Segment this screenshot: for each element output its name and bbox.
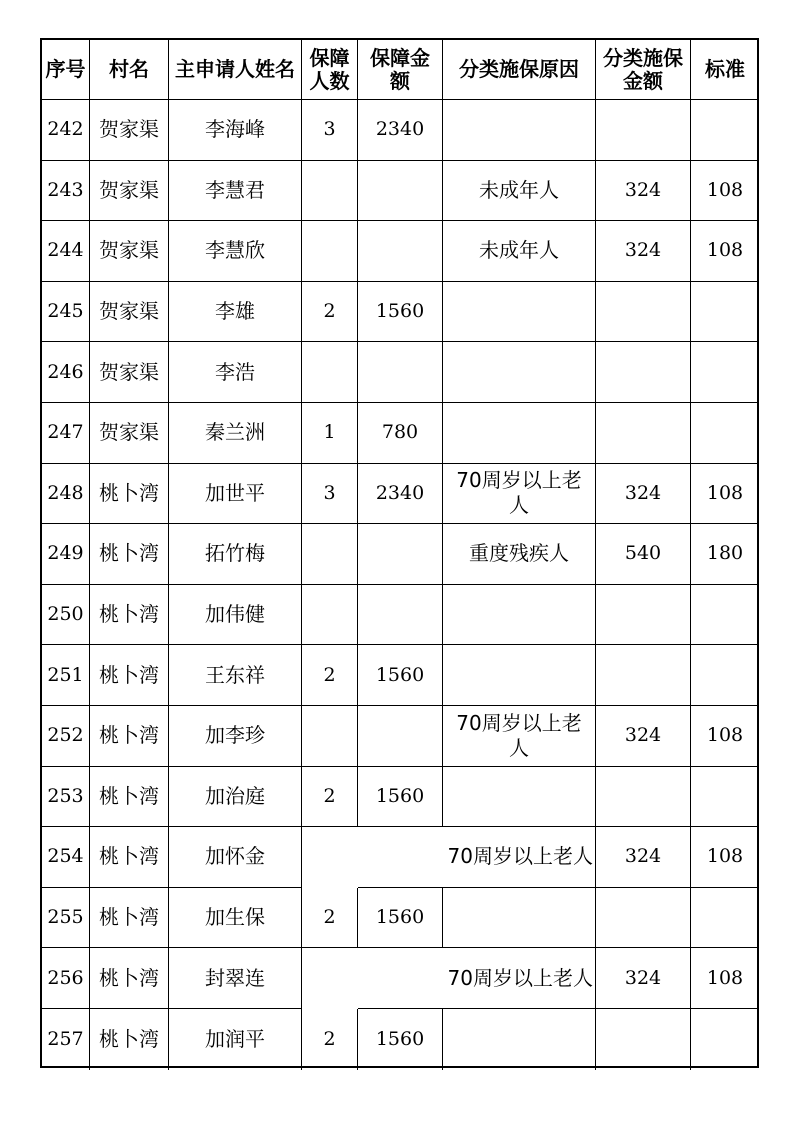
classification-reason-cell [443,342,596,403]
table-row [42,706,757,767]
header-cell: 分类施保金额 [596,40,691,100]
classification-reason-cell [443,645,596,706]
coverage-amount-cell [358,161,443,222]
standard-cell [691,282,759,343]
row-number-cell: 252 [42,706,90,767]
classification-reason-cell: 重度残疾人 [443,524,596,585]
standard-cell: 108 [691,161,759,222]
standard-cell: 180 [691,524,759,585]
applicant-name-cell: 李浩 [169,342,302,403]
coverage-amount-cell: 780 [358,403,443,464]
row-number-cell: 253 [42,767,90,828]
classification-reason-cell [443,767,596,828]
applicant-name-cell: 加生保 [169,888,302,949]
standard-cell: 108 [691,948,759,1009]
applicant-name-cell: 李海峰 [169,100,302,161]
applicant-name-cell: 封翠连 [169,948,302,1009]
applicant-name-cell: 加世平 [169,464,302,525]
standard-cell: 108 [691,827,759,888]
village-cell: 桃卜湾 [90,464,169,525]
classification-reason-cell [443,585,596,646]
coverage-amount-cell [358,585,443,646]
coverage-amount-cell [358,706,443,767]
covered-people-cell: 1 [302,403,358,464]
village-cell: 桃卜湾 [90,767,169,828]
classification-amount-cell [596,1009,691,1070]
coverage-amount-cell [358,524,443,585]
classification-reason-cell: 70周岁以上老人 [443,706,596,767]
row-number-cell: 246 [42,342,90,403]
classification-reason-cell: 70周岁以上老人 [358,948,596,1009]
coverage-amount-cell: 1560 [358,767,443,828]
coverage-amount-cell: 2340 [358,464,443,525]
applicant-name-cell: 加李珍 [169,706,302,767]
header-cell: 序号 [42,40,90,100]
header-cell: 保障人数 [302,40,358,100]
coverage-amount-cell [358,342,443,403]
applicant-name-cell: 加怀金 [169,827,302,888]
row-number-cell: 254 [42,827,90,888]
coverage-amount-cell: 1560 [358,645,443,706]
village-cell: 贺家渠 [90,282,169,343]
classification-reason-cell [443,282,596,343]
header-cell: 分类施保原因 [443,40,596,100]
classification-amount-cell [596,342,691,403]
table-row [42,767,757,828]
classification-amount-cell: 324 [596,706,691,767]
table-row [42,645,757,706]
applicant-name-cell: 加伟健 [169,585,302,646]
classification-reason-cell: 70周岁以上老人 [358,827,596,888]
covered-people-cell [302,706,358,767]
table-row [42,827,757,888]
standard-cell [691,1009,759,1070]
village-cell: 桃卜湾 [90,706,169,767]
relief-table [40,38,759,1068]
header-cell: 标准 [691,40,759,100]
village-cell: 桃卜湾 [90,1009,169,1070]
village-cell: 贺家渠 [90,100,169,161]
covered-people-cell: 2 [302,645,358,706]
row-number-cell: 242 [42,100,90,161]
village-cell: 贺家渠 [90,403,169,464]
village-cell: 桃卜湾 [90,888,169,949]
covered-people-cell [302,524,358,585]
classification-reason-cell: 未成年人 [443,221,596,282]
coverage-amount-cell: 1560 [358,1009,443,1070]
table-row [42,948,757,1009]
village-cell: 桃卜湾 [90,524,169,585]
table-row [42,403,757,464]
covered-people-cell [302,585,358,646]
classification-amount-cell [596,585,691,646]
applicant-name-cell: 李慧君 [169,161,302,222]
table-row [42,161,757,222]
applicant-name-cell: 李慧欣 [169,221,302,282]
village-cell: 贺家渠 [90,221,169,282]
table-row [42,524,757,585]
village-cell: 贺家渠 [90,161,169,222]
applicant-name-cell: 加治庭 [169,767,302,828]
classification-reason-cell [443,888,596,949]
row-number-cell: 249 [42,524,90,585]
table-row [42,282,757,343]
covered-people-cell: 2 [302,888,358,949]
village-cell: 桃卜湾 [90,645,169,706]
standard-cell: 108 [691,464,759,525]
covered-people-cell: 3 [302,100,358,161]
classification-reason-cell: 未成年人 [443,161,596,222]
covered-people-cell [302,161,358,222]
table-row [42,342,757,403]
covered-people-cell: 2 [302,1009,358,1070]
village-cell: 桃卜湾 [90,585,169,646]
covered-people-cell: 2 [302,282,358,343]
village-cell: 贺家渠 [90,342,169,403]
table-row [42,100,757,161]
applicant-name-cell: 拓竹梅 [169,524,302,585]
classification-reason-cell: 70周岁以上老人 [443,464,596,525]
standard-cell [691,645,759,706]
table-row [42,464,757,525]
standard-cell: 108 [691,706,759,767]
row-number-cell: 257 [42,1009,90,1070]
table-row [42,888,757,949]
row-number-cell: 248 [42,464,90,525]
table-row [42,221,757,282]
row-number-cell: 256 [42,948,90,1009]
covered-people-cell [302,342,358,403]
coverage-amount-cell: 1560 [358,282,443,343]
classification-reason-cell [443,403,596,464]
classification-amount-cell: 324 [596,464,691,525]
row-number-cell: 243 [42,161,90,222]
header-cell: 保障金额 [358,40,443,100]
classification-amount-cell: 324 [596,221,691,282]
classification-amount-cell [596,645,691,706]
standard-cell [691,403,759,464]
table-header-row [42,40,757,100]
classification-amount-cell [596,282,691,343]
standard-cell [691,767,759,828]
classification-amount-cell [596,100,691,161]
row-number-cell: 250 [42,585,90,646]
covered-people-cell: 3 [302,464,358,525]
row-number-cell: 255 [42,888,90,949]
applicant-name-cell: 加润平 [169,1009,302,1070]
classification-amount-cell [596,403,691,464]
row-number-cell: 244 [42,221,90,282]
row-number-cell: 251 [42,645,90,706]
applicant-name-cell: 李雄 [169,282,302,343]
classification-amount-cell: 324 [596,161,691,222]
classification-reason-cell [443,1009,596,1070]
village-cell: 桃卜湾 [90,948,169,1009]
classification-amount-cell: 540 [596,524,691,585]
standard-cell: 108 [691,221,759,282]
coverage-amount-cell: 1560 [358,888,443,949]
standard-cell [691,342,759,403]
table-row [42,1009,757,1070]
classification-amount-cell: 324 [596,827,691,888]
coverage-amount-cell: 2340 [358,100,443,161]
header-cell: 主申请人姓名 [169,40,302,100]
applicant-name-cell: 秦兰洲 [169,403,302,464]
classification-amount-cell: 324 [596,948,691,1009]
covered-people-cell [302,221,358,282]
classification-amount-cell [596,888,691,949]
classification-reason-cell [443,100,596,161]
standard-cell [691,100,759,161]
table-row [42,585,757,646]
standard-cell [691,585,759,646]
row-number-cell: 247 [42,403,90,464]
header-cell: 村名 [90,40,169,100]
covered-people-cell: 2 [302,767,358,828]
village-cell: 桃卜湾 [90,827,169,888]
standard-cell [691,888,759,949]
coverage-amount-cell [358,221,443,282]
row-number-cell: 245 [42,282,90,343]
classification-amount-cell [596,767,691,828]
applicant-name-cell: 王东祥 [169,645,302,706]
